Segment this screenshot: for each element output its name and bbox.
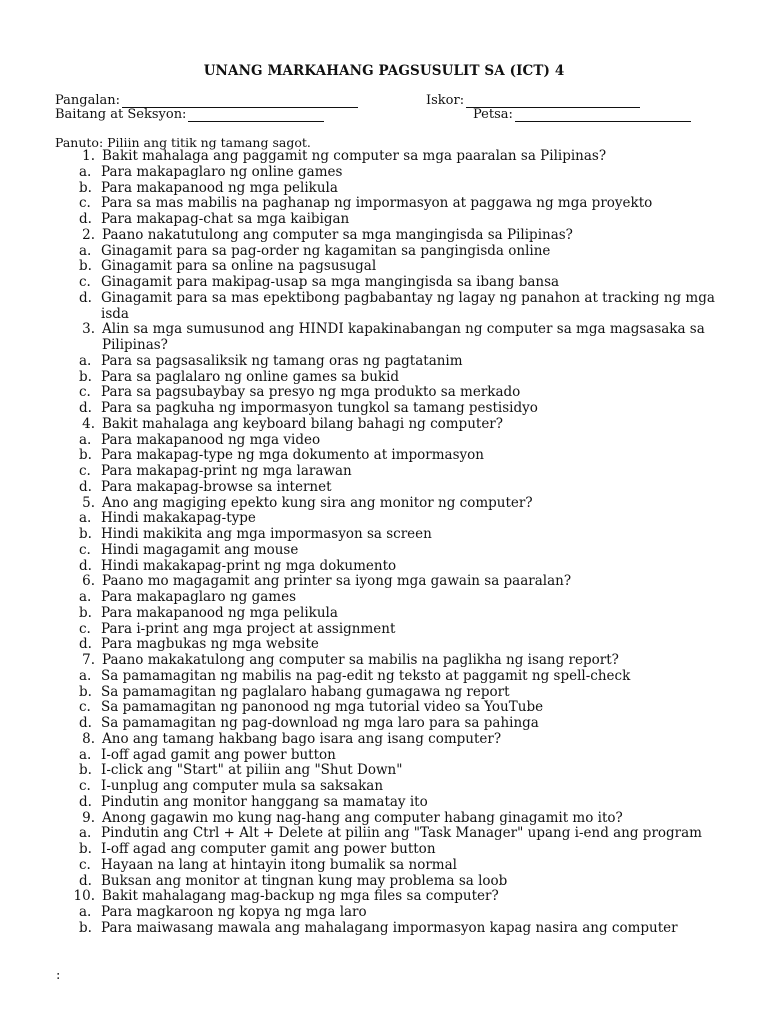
- choice-text: Ginagamit para sa online na pagsusugal: [101, 258, 377, 275]
- question-text: Paano makakatulong ang computer sa mabilis na paglikha ng isang report?: [102, 652, 619, 668]
- choice-letter: a.: [79, 431, 92, 448]
- choice-text: Sa pamamagitan ng panonood ng mga tutorial video sa YouTube: [101, 699, 544, 716]
- choice-item: [55, 669, 745, 685]
- choice-letter: c.: [79, 195, 91, 212]
- choice-letter: a.: [79, 825, 92, 842]
- choice-text: Para sa paglalaro ng online games sa bukid: [101, 368, 400, 385]
- choice-text: Ginagamit para makipag-usap sa mga mangingisda sa ibang bansa: [101, 274, 560, 290]
- choice-item: [55, 464, 745, 480]
- question-number: 5.: [82, 494, 95, 511]
- choice-letter: a.: [79, 904, 92, 920]
- choice-text: Hindi makakapag-type: [101, 510, 256, 527]
- petsa-blank: [515, 109, 691, 122]
- choice-text: Hindi makikita ang mga impormasyon sa screen: [101, 526, 432, 542]
- choice-item: [55, 259, 745, 275]
- choice-text: Para sa pagkuha ng impormasyon tungkol sa tamang pestisidyo: [101, 400, 538, 416]
- choice-text: Para makapag-print ng mga larawan: [101, 463, 352, 479]
- choice-letter: c.: [79, 463, 91, 479]
- choice-item: [55, 543, 745, 559]
- question-number: 2.: [82, 226, 95, 243]
- question-number: 1.: [82, 148, 95, 164]
- baitang-blank: [188, 109, 324, 122]
- question-text: Paano nakatutulong ang computer sa mga mangingisda sa Pilipinas?: [102, 226, 573, 243]
- question-text: Bakit mahalaga ang paggamit ng computer sa mga paaralan sa Pilipinas?: [102, 148, 607, 164]
- choice-item: [55, 606, 745, 622]
- choice-item: [55, 637, 745, 653]
- choice-text: Para sa pagsasaliksik ng tamang oras ng pagtatanim: [101, 352, 463, 369]
- choice-item: [55, 165, 745, 181]
- question-item: [55, 653, 745, 669]
- choice-letter: b.: [79, 526, 92, 542]
- choice-text: Para magkaroon ng kopya ng mga laro: [101, 904, 367, 920]
- iskor-field: [426, 93, 640, 108]
- choice-text: Sa pamamagitan ng paglalaro habang gumagawa ng report: [101, 683, 510, 700]
- choice-item: [55, 244, 745, 260]
- choice-item: [55, 401, 745, 417]
- choice-item: [55, 716, 745, 732]
- choice-item: [55, 700, 745, 716]
- choice-item: [55, 779, 745, 795]
- petsa-label: Petsa:: [473, 107, 513, 122]
- header-fields-row-2: [55, 107, 735, 124]
- choice-item: [55, 905, 745, 921]
- question-number: 4.: [82, 415, 95, 432]
- choice-list: [55, 354, 745, 417]
- question-item: [55, 149, 745, 165]
- choice-item: [55, 181, 745, 197]
- choice-list: [55, 244, 745, 323]
- choice-text: Para makapaglaro ng games: [101, 589, 297, 605]
- choice-text: Para makapag-chat sa mga kaibigan: [101, 211, 350, 227]
- choice-letter: c.: [79, 778, 91, 794]
- choice-list: [55, 511, 745, 574]
- choice-item: [55, 559, 745, 575]
- pangalan-label: Pangalan:: [55, 93, 121, 108]
- choice-letter: c.: [79, 541, 91, 558]
- choice-text: Hindi makakapag-print ng mga dokumento: [101, 557, 397, 574]
- choice-letter: b.: [79, 762, 92, 779]
- question-item: [55, 228, 745, 244]
- choice-item: [55, 826, 745, 842]
- choice-item: [55, 354, 745, 370]
- question-text: Bakit mahalagang mag-backup ng mga files sa computer?: [102, 888, 499, 905]
- choice-item: [55, 385, 745, 401]
- choice-item: [55, 763, 745, 779]
- choice-letter: c.: [79, 856, 91, 873]
- choice-item: [55, 433, 745, 449]
- question-text: Alin sa mga sumusunod ang HINDI kapakinabangan ng computer sa mga magsasaka sa Pilipinas?: [102, 321, 705, 353]
- choice-letter: c.: [79, 274, 91, 290]
- choice-text: Ginagamit para sa pag-order ng kagamitan sa pangingisda online: [101, 242, 551, 259]
- question-item: [55, 574, 745, 590]
- choice-text: Sa pamamagitan ng mabilis na pag-edit ng teksto at paggamit ng spell-check: [101, 667, 631, 684]
- choice-text: Hindi magagamit ang mouse: [101, 541, 299, 558]
- choice-list: [55, 826, 745, 889]
- choice-letter: a.: [79, 746, 92, 763]
- choice-letter: b.: [79, 604, 92, 621]
- choice-text: I-unplug ang computer mula sa saksakan: [101, 778, 384, 794]
- question-item: [55, 732, 745, 748]
- choice-list: [55, 748, 745, 811]
- baitang-label: Baitang at Seksyon:: [55, 107, 187, 122]
- choice-letter: a.: [79, 352, 92, 369]
- question-number: 6.: [82, 573, 95, 590]
- choice-list: [55, 165, 745, 228]
- choice-letter: d.: [79, 715, 92, 731]
- instructions: Panuto: Piliin ang titik ng tamang sagot.: [55, 135, 311, 150]
- choice-item: [55, 212, 745, 228]
- choice-letter: c.: [79, 384, 91, 401]
- pangalan-field: [55, 93, 358, 108]
- choice-letter: b.: [79, 258, 92, 275]
- choice-text: Para sa pagsubaybay sa presyo ng mga produkto sa merkado: [101, 384, 521, 401]
- choice-text: Para maiwasang mawala ang mahalagang impormasyon kapag nasira ang computer: [101, 919, 678, 936]
- choice-letter: d.: [79, 478, 92, 495]
- choice-text: Para makapag-type ng mga dokumento at impormasyon: [101, 447, 484, 464]
- choice-text: I-off agad gamit ang power button: [101, 746, 336, 763]
- choice-text: Pindutin ang monitor hanggang sa mamatay ito: [101, 793, 428, 810]
- choice-item: [55, 748, 745, 764]
- choice-text: Sa pamamagitan ng pag-download ng mga laro para sa pahinga: [101, 715, 539, 731]
- choice-letter: b.: [79, 683, 92, 700]
- choice-letter: d.: [79, 636, 92, 653]
- choice-letter: c.: [79, 620, 91, 637]
- choice-item: [55, 448, 745, 464]
- choice-letter: d.: [79, 289, 92, 306]
- choice-letter: a.: [79, 163, 92, 180]
- choice-letter: d.: [79, 400, 92, 416]
- choice-letter: b.: [79, 368, 92, 385]
- choice-text: Para i-print ang mga project at assignment: [101, 620, 396, 637]
- baitang-field: [55, 107, 324, 122]
- question-text: Ano ang magiging epekto kung sira ang monitor ng computer?: [102, 494, 533, 511]
- choice-item: [55, 511, 745, 527]
- choice-letter: a.: [79, 589, 92, 605]
- choice-text: I-click ang "Start" at piliin ang "Shut Down": [101, 762, 403, 779]
- choice-text: Ginagamit para sa mas epektibong pagbabantay ng lagay ng panahon at tracking ng mga isda: [101, 289, 715, 322]
- choice-item: [55, 921, 745, 937]
- choice-item: [55, 291, 745, 323]
- choice-item: [55, 590, 745, 606]
- question-number: 3.: [82, 321, 95, 338]
- question-item: [55, 889, 745, 905]
- choice-letter: c.: [79, 699, 91, 716]
- choice-text: Para makapag-browse sa internet: [101, 478, 332, 495]
- choice-letter: d.: [79, 793, 92, 810]
- choice-text: Para makapanood ng mga pelikula: [101, 604, 338, 621]
- choice-letter: b.: [79, 919, 92, 936]
- question-item: [55, 496, 745, 512]
- footer-mark: :: [56, 968, 61, 983]
- choice-item: [55, 842, 745, 858]
- choice-text: Para makapaglaro ng online games: [101, 163, 343, 180]
- question-number: 7.: [82, 652, 95, 668]
- question-number: 10.: [73, 888, 95, 905]
- choice-letter: d.: [79, 211, 92, 227]
- choice-letter: b.: [79, 179, 92, 196]
- choice-text: Pindutin ang Ctrl + Alt + Delete at piliin ang "Task Manager" upang i-end ang program: [101, 825, 702, 842]
- choice-text: Para sa mas mabilis na paghanap ng impormasyon at paggawa ng mga proyekto: [101, 195, 653, 212]
- choice-item: [55, 480, 745, 496]
- choice-text: I-off agad ang computer gamit ang power button: [101, 841, 436, 857]
- choice-text: Para makapanood ng mga pelikula: [101, 179, 338, 196]
- choice-text: Para makapanood ng mga video: [101, 431, 321, 448]
- choice-list: [55, 433, 745, 496]
- choice-item: [55, 685, 745, 701]
- choice-letter: a.: [79, 242, 92, 259]
- choice-letter: b.: [79, 447, 92, 464]
- choice-list: [55, 590, 745, 653]
- choice-item: [55, 196, 745, 212]
- question-item: [55, 322, 745, 354]
- choice-item: [55, 622, 745, 638]
- choice-item: [55, 874, 745, 890]
- choice-letter: d.: [79, 872, 92, 889]
- choice-text: Hayaan na lang at hintayin itong bumalik sa normal: [101, 856, 457, 873]
- question-number: 8.: [82, 730, 95, 747]
- page-title: UNANG MARKAHANG PAGSUSULIT SA (ICT) 4: [203, 63, 565, 79]
- petsa-field: [473, 107, 691, 122]
- iskor-label: Iskor:: [426, 93, 465, 108]
- choice-text: Para magbukas ng mga website: [101, 636, 319, 653]
- choice-letter: d.: [79, 557, 92, 574]
- choice-item: [55, 275, 745, 291]
- question-item: [55, 417, 745, 433]
- question-text: Ano ang tamang hakbang bago isara ang isang computer?: [102, 730, 502, 747]
- choice-text: Buksan ang monitor at tingnan kung may problema sa loob: [101, 872, 508, 889]
- question-number: 9.: [82, 809, 95, 826]
- question-list: [55, 149, 745, 937]
- choice-list: [55, 905, 745, 937]
- question-text: Paano mo magagamit ang printer sa iyong mga gawain sa paaralan?: [102, 573, 572, 590]
- choice-item: [55, 858, 745, 874]
- choice-letter: a.: [79, 510, 92, 527]
- choice-item: [55, 795, 745, 811]
- choice-letter: b.: [79, 841, 92, 857]
- choice-item: [55, 527, 745, 543]
- question-text: Anong gagawin mo kung nag-hang ang computer habang ginagamit mo ito?: [102, 809, 623, 826]
- choice-letter: a.: [79, 667, 92, 684]
- question-item: [55, 811, 745, 827]
- choice-list: [55, 669, 745, 732]
- choice-item: [55, 370, 745, 386]
- question-text: Bakit mahalaga ang keyboard bilang bahagi ng computer?: [102, 415, 503, 432]
